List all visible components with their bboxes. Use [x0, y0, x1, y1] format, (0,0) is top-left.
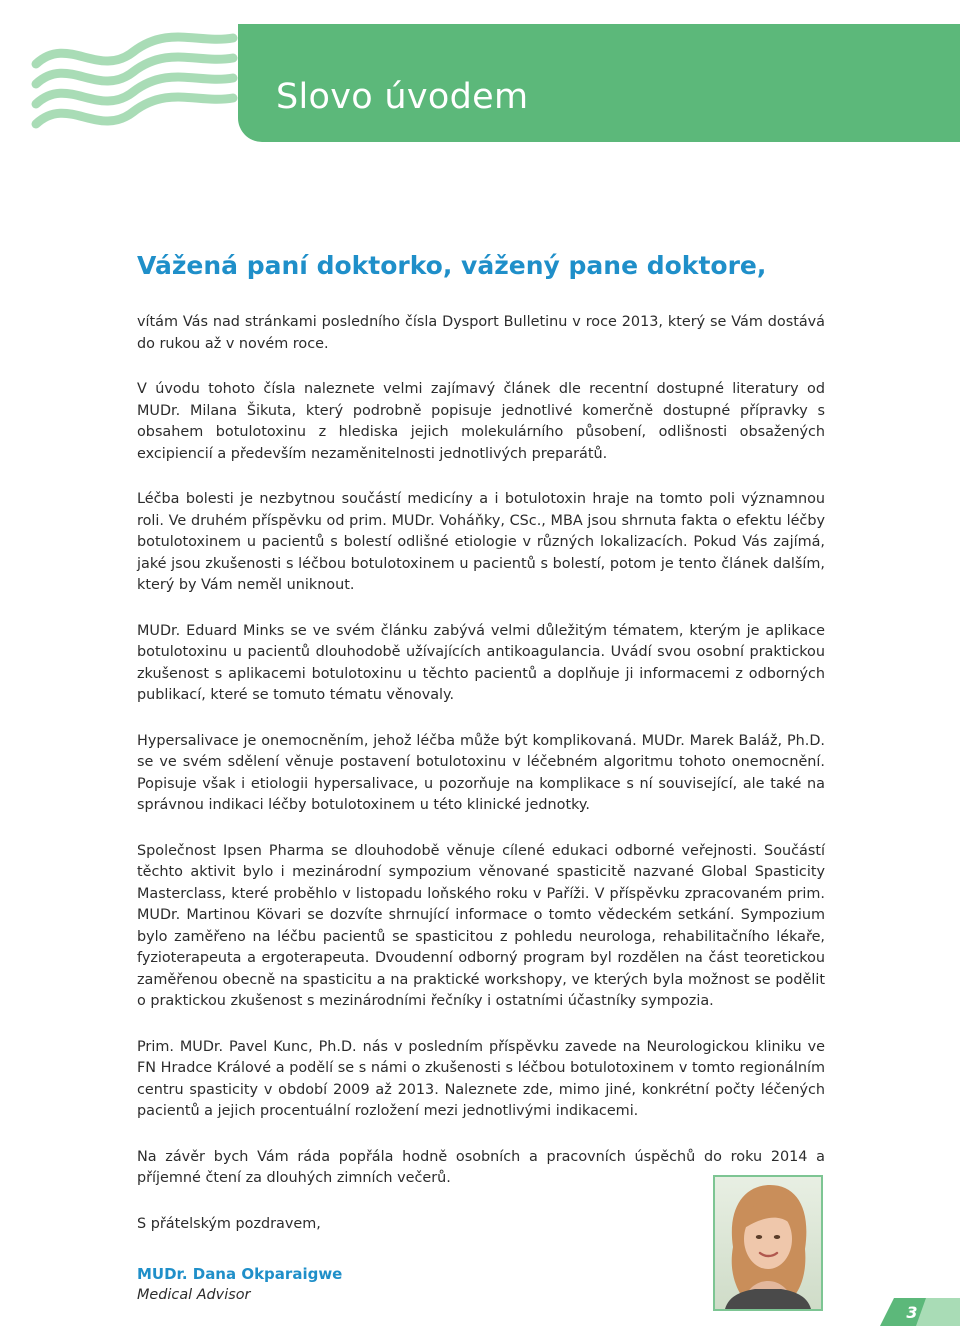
- paragraph-2: V úvodu tohoto čísla naleznete velmi zajímavý článek dle recentní dostupné literatury od MUDr. Milana Šikuta, který podrobně popisuje jednotlivé komerčně dostupné přípravky s obsahem botulotoxinu z hlediska jejich molekulárního působení, odlišnosti obsažených excipiencií a především nezaměnitelnosti jednotlivých preparátů.: [137, 381, 825, 462]
- paragraph-8: Na závěr bych Vám ráda popřála hodně osobních a pracovních úspěchů do roku 2014 a příjemné čtení za dlouhých zimních večerů.: [137, 1148, 825, 1186]
- page-number: 3: [906, 1303, 918, 1322]
- paragraph-4: MUDr. Eduard Minks se ve svém článku zabývá velmi důležitým tématem, kterým je aplikace botulotoxinu u pacientů dlouhodobě užívajících antikoagulancia. Uvádí svou osobní praktickou zkušenost s aplikacemi botulotoxinu u těchto pacientů a doplňuje ji informacemi z odborných publikací, které se tomuto tématu věnovaly.: [137, 622, 825, 703]
- signature-name: MUDr. Dana Okparaigwe: [137, 1265, 343, 1283]
- paragraph-7: Prim. MUDr. Pavel Kunc, Ph.D. nás v posledním příspěvku zavede na Neurologickou kliniku ve FN Hradce Králové a podělí se s námi o zkušenosti s léčbou botulotoxinem v tomto regionálním centru spasticity v období 2009 až 2013. Naleznete zde, mimo jiné, konkrétní počty léčených pacientů a jejich procentuální rozložení mezi jednotlivými indikacemi.: [137, 1038, 825, 1119]
- paragraph-5: Hypersalivace je onemocněním, jehož léčba může být komplikovaná. MUDr. Marek Baláž, Ph.D. se ve svém sdělení věnuje postavení botulotoxinu v léčebném algoritmu tohoto onemocnění. Popisuje však i etiologii hypersalivace, u pozorňuje na komplikace s ní související, ale také na správnou indikaci léčby botulotoxinem u této klinické jednotky.: [137, 732, 825, 813]
- author-photo: [713, 1175, 823, 1311]
- page-header: [0, 24, 960, 142]
- signature-role: Medical Advisor: [137, 1287, 251, 1303]
- page-title: Slovo úvodem: [276, 77, 529, 117]
- closing-line: S přátelským pozdravem,: [137, 1215, 321, 1232]
- waves-logo-icon: [28, 24, 238, 142]
- salutation-heading: Vážená paní doktorko, vážený pane doktore,: [137, 251, 767, 280]
- paragraph-1: vítám Vás nad stránkami posledního čísla Dysport Bulletinu v roce 2013, který se Vám dostává do rukou až v novém roce.: [137, 314, 825, 352]
- paragraph-6: Společnost Ipsen Pharma se dlouhodobě věnuje cílené edukaci odborné veřejnosti. Součástí těchto aktivit bylo i mezinárodní sympozium věnované spasticitě nazvané Global Spasticity Masterclass, které proběhlo v listopadu loňského roku v Paříži. V příspěvku zpracovaném prim. MUDr. Martinou Kövari se dozvíte shrnující informace o tomto vědeckém setkání. Sympozium bylo zaměřeno na léčbu pacientů se spasticitou z pohledu neurologa, rehabilitačního lékaře, fyzioterapeuta a ergoterapeuta. Dvoudenní odborný program byl rozdělen na část teoretickou zaměřenou obecně na spasticitu a na praktické workshopy, ve kterých byla možnost se podělit o praktickou zkušenost s mezinárodními řečníky i ostatními účastníky sympozia.: [137, 842, 825, 1009]
- paragraph-3: Léčba bolesti je nezbytnou součástí medicíny a i botulotoxin hraje na tomto poli významnou roli. Ve druhém příspěvku od prim. MUDr. Voháňky, CSc., MBA jsou shrnuta fakta o efektu léčby botulotoxinem u pacientů s bolestí odlišné etiologie v různých lokalizacích. Pokud Vás zajímá, jaké jsou zkušenosti s léčbou botulotoxinem u pacientů s bolestí, potom je tento článek dalším, který by Vám neměl uniknout.: [137, 491, 825, 593]
- letter-body: [137, 248, 825, 1307]
